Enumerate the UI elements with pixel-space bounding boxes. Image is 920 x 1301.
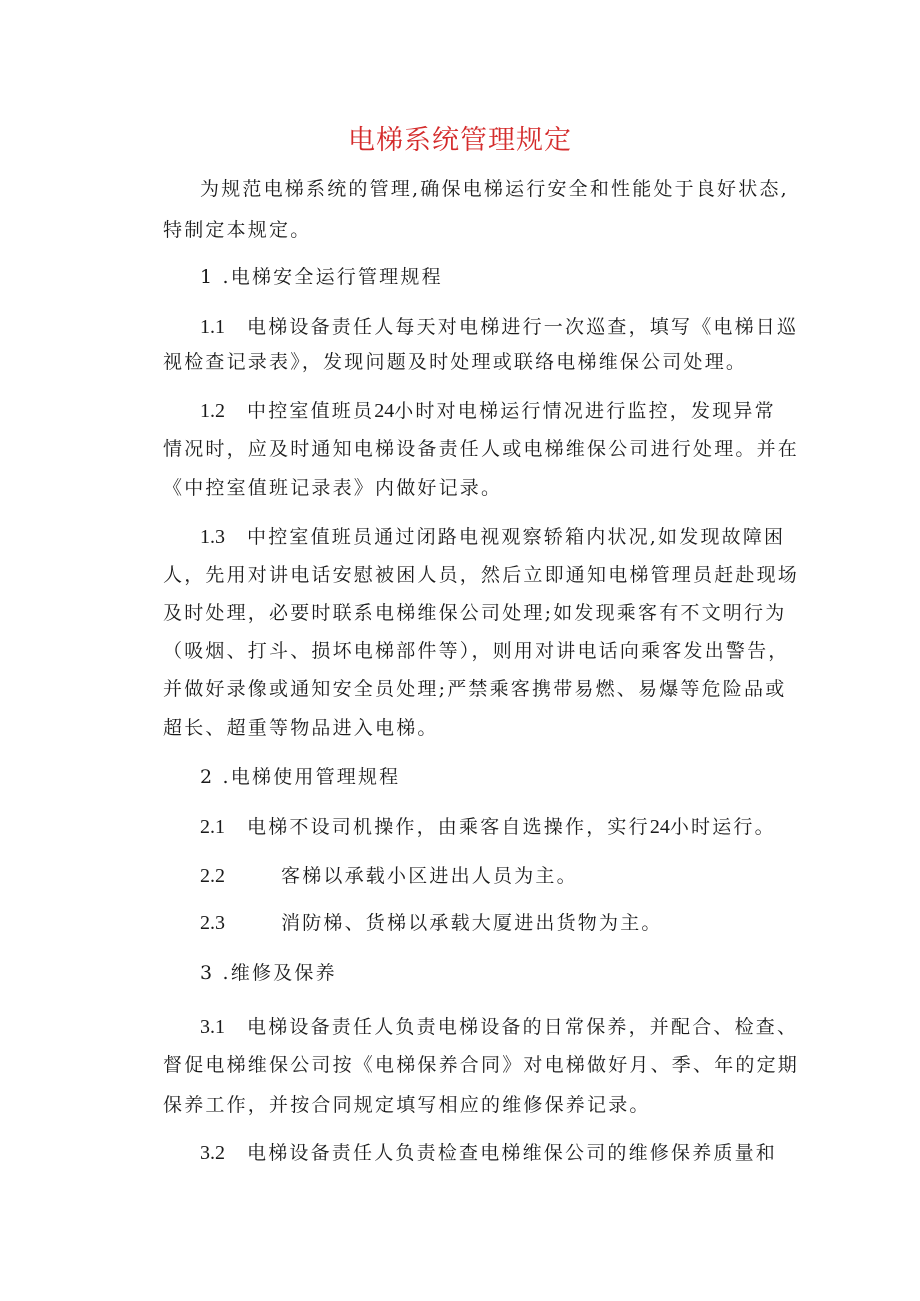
paragraph-1-2-line-3: 《中控室值班记录表》内做好记录。 xyxy=(163,477,503,499)
paragraph-text: 电梯不设司机操作，由乘客自选操作，实行 xyxy=(247,816,650,838)
paragraph-text: 客梯以承载小区进出人员为主。 xyxy=(281,865,578,887)
paragraph-number: 1.1 xyxy=(200,316,225,338)
paragraph-number: 2.2 xyxy=(200,865,225,887)
paragraph-1-3-line-3: 及时处理，必要时联系电梯维保公司处理;如发现乘客有不文明行为 xyxy=(163,602,787,624)
paragraph-text: 中控室值班员通过闭路电视观察轿箱内状况,如发现故障困 xyxy=(247,526,786,548)
paragraph-1-2-line-1 xyxy=(200,399,776,423)
hours-number: 24 xyxy=(374,400,395,422)
paragraph-1-3-line-4: （吸烟、打斗、损坏电梯部件等），则用对讲电话向乘客发出警告， xyxy=(163,640,790,662)
paragraph-text: 电梯设备责任人每天对电梯进行一次巡查，填写《电梯日巡 xyxy=(247,316,799,338)
paragraph-text: 小时对电梯运行情况进行监控，发现异常 xyxy=(394,400,776,422)
section-1-heading: 1 .电梯安全运行管理规程 xyxy=(200,266,443,288)
paragraph-text: 电梯设备责任人负责检查电梯维保公司的维修保养质量和 xyxy=(247,1142,778,1164)
paragraph-number: 1.3 xyxy=(200,526,225,548)
intro-line-1: 为规范电梯系统的管理,确保电梯运行安全和性能处于良好状态, xyxy=(200,178,789,200)
section-2-heading: 2 .电梯使用管理规程 xyxy=(200,766,401,788)
intro-line-2: 特制定本规定。 xyxy=(163,219,312,241)
paragraph-text: 小时运行。 xyxy=(669,816,776,838)
paragraph-1-3-line-1 xyxy=(200,525,786,549)
section-3-heading: 3 .维修及保养 xyxy=(200,962,337,984)
paragraph-number: 2.3 xyxy=(200,912,225,934)
paragraph-1-3-line-6: 超长、超重等物品进入电梯。 xyxy=(163,717,439,739)
paragraph-3-1-line-2: 督促电梯维保公司按《电梯保养合同》对电梯做好月、季、年的定期 xyxy=(163,1054,800,1076)
page-title: 电梯系统管理规定 xyxy=(348,125,572,156)
paragraph-3-2-line-1 xyxy=(200,1141,778,1165)
paragraph-number: 2.1 xyxy=(200,816,225,838)
paragraph-1-2-line-2: 情况时，应及时通知电梯设备责任人或电梯维保公司进行处理。并在 xyxy=(163,438,800,460)
paragraph-text: 消防梯、货梯以承载大厦进出货物为主。 xyxy=(281,912,663,934)
paragraph-3-1-line-1 xyxy=(200,1015,799,1039)
paragraph-2-3 xyxy=(200,911,763,935)
paragraph-text: 中控室值班员 xyxy=(247,400,375,422)
paragraph-text: 电梯设备责任人负责电梯设备的日常保养，并配合、检查、 xyxy=(247,1016,799,1038)
paragraph-2-2 xyxy=(200,864,763,888)
paragraph-1-1-line-2: 视检查记录表》，发现问题及时处理或联络电梯维保公司处理。 xyxy=(163,351,748,373)
paragraph-1-3-line-5: 并做好录像或通知安全员处理;严禁乘客携带易燃、易爆等危险品或 xyxy=(163,678,787,700)
paragraph-2-1 xyxy=(200,815,776,839)
paragraph-1-3-line-2: 人，先用对讲电话安慰被困人员，然后立即通知电梯管理员赶赴现场 xyxy=(163,564,800,586)
paragraph-number: 3.1 xyxy=(200,1016,225,1038)
paragraph-3-1-line-3: 保养工作，并按合同规定填写相应的维修保养记录。 xyxy=(163,1094,651,1116)
hours-number: 24 xyxy=(649,816,670,838)
paragraph-number: 1.2 xyxy=(200,400,225,422)
paragraph-number: 3.2 xyxy=(200,1142,225,1164)
paragraph-1-1-line-1 xyxy=(200,315,799,339)
